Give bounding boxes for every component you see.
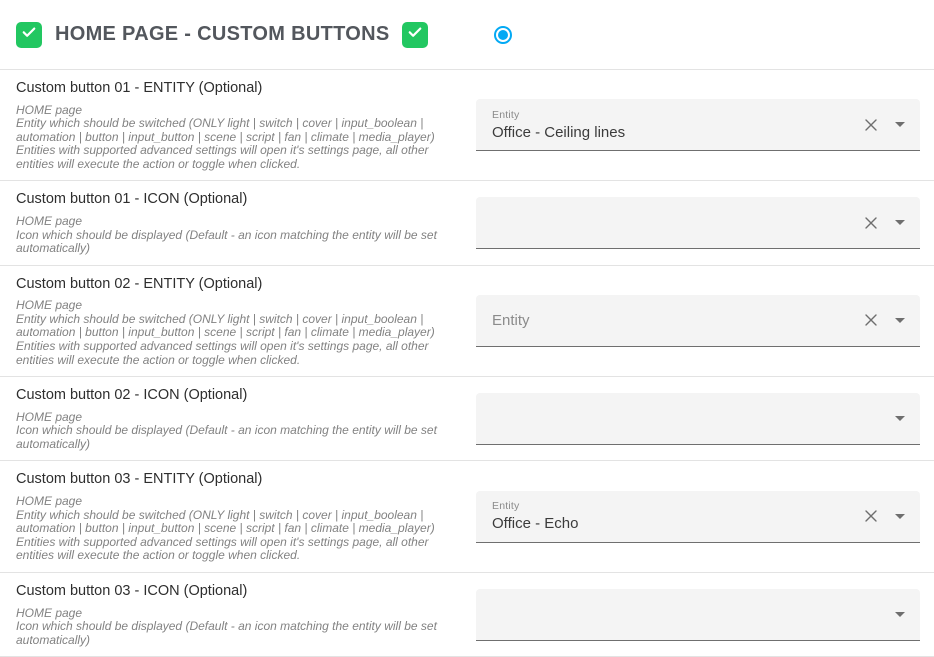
- setting-title: Custom button 02 - ENTITY (Optional): [16, 275, 263, 292]
- settings-row-entity-01: [0, 70, 934, 181]
- field-selected-value: Office - Ceiling lines: [492, 123, 626, 141]
- setting-description: HOME page Icon which should be displayed (Default - an icon matching the entity will be set automatically): [16, 214, 437, 256]
- icon-select-02[interactable]: [476, 393, 920, 445]
- settings-row-icon-03: [0, 573, 934, 657]
- dropdown-caret-icon[interactable]: [895, 220, 905, 225]
- section-secondary-checkbox[interactable]: [402, 22, 428, 48]
- setting-description: HOME page Entity which should be switched (ONLY light | switch | cover | input_boolean | automation | button | input_button | scene | script | fan | climate | media_player) Entities with supported advanced settings will open it's settings page, all other entities will execute the action or toggle when clicked.: [16, 298, 435, 367]
- dropdown-caret-icon[interactable]: [895, 416, 905, 421]
- check-icon: [406, 23, 424, 46]
- field-floating-label: Entity: [492, 108, 520, 121]
- setting-description: HOME page Icon which should be displayed (Default - an icon matching the entity will be set automatically): [16, 409, 437, 451]
- clear-icon[interactable]: [860, 309, 882, 331]
- setting-title: Custom button 03 - ENTITY (Optional): [16, 471, 263, 488]
- setting-description: HOME page Icon which should be displayed (Default - an icon matching the entity will be set automatically): [16, 605, 437, 647]
- radio-selected-dot: [498, 30, 508, 40]
- page-title: HOME PAGE - CUSTOM BUTTONS: [55, 23, 390, 45]
- setting-title: Custom button 02 - ICON (Optional): [16, 387, 248, 404]
- setting-title: Custom button 01 - ICON (Optional): [16, 191, 248, 208]
- dropdown-caret-icon[interactable]: [895, 122, 905, 127]
- icon-select-03[interactable]: [476, 589, 920, 641]
- setting-description: HOME page Entity which should be switched (ONLY light | switch | cover | input_boolean | automation | button | input_button | scene | script | fan | climate | media_player) Entities with supported advanced settings will open it's settings page, all other entities will execute the action or toggle when clicked.: [16, 102, 435, 171]
- dropdown-caret-icon[interactable]: [895, 318, 905, 323]
- section-radio-button[interactable]: [494, 26, 512, 44]
- clear-icon[interactable]: [860, 114, 882, 136]
- icon-select-01[interactable]: [476, 197, 920, 249]
- field-floating-label: Entity: [492, 500, 520, 513]
- settings-row-entity-03: [0, 461, 934, 572]
- entity-select-01[interactable]: [476, 99, 920, 151]
- entity-select-03[interactable]: [476, 491, 920, 543]
- setting-description: HOME page Entity which should be switched (ONLY light | switch | cover | input_boolean | automation | button | input_button | scene | script | fan | climate | media_player) Entities with supported advanced settings will open it's settings page, all other entities will execute the action or toggle when clicked.: [16, 494, 435, 563]
- section-header: [0, 0, 934, 70]
- setting-title: Custom button 01 - ENTITY (Optional): [16, 80, 263, 96]
- section-enabled-checkbox[interactable]: [16, 22, 42, 48]
- field-selected-value: Office - Echo: [492, 515, 579, 533]
- settings-row-icon-01: [0, 181, 934, 265]
- entity-select-02[interactable]: [476, 295, 920, 347]
- field-placeholder: Entity: [492, 311, 530, 329]
- setting-title: Custom button 03 - ICON (Optional): [16, 582, 248, 599]
- settings-row-entity-02: [0, 266, 934, 377]
- dropdown-caret-icon[interactable]: [895, 612, 905, 617]
- check-icon: [20, 23, 38, 46]
- dropdown-caret-icon[interactable]: [895, 514, 905, 519]
- clear-icon[interactable]: [860, 505, 882, 527]
- clear-icon[interactable]: [860, 212, 882, 234]
- settings-row-icon-02: [0, 377, 934, 461]
